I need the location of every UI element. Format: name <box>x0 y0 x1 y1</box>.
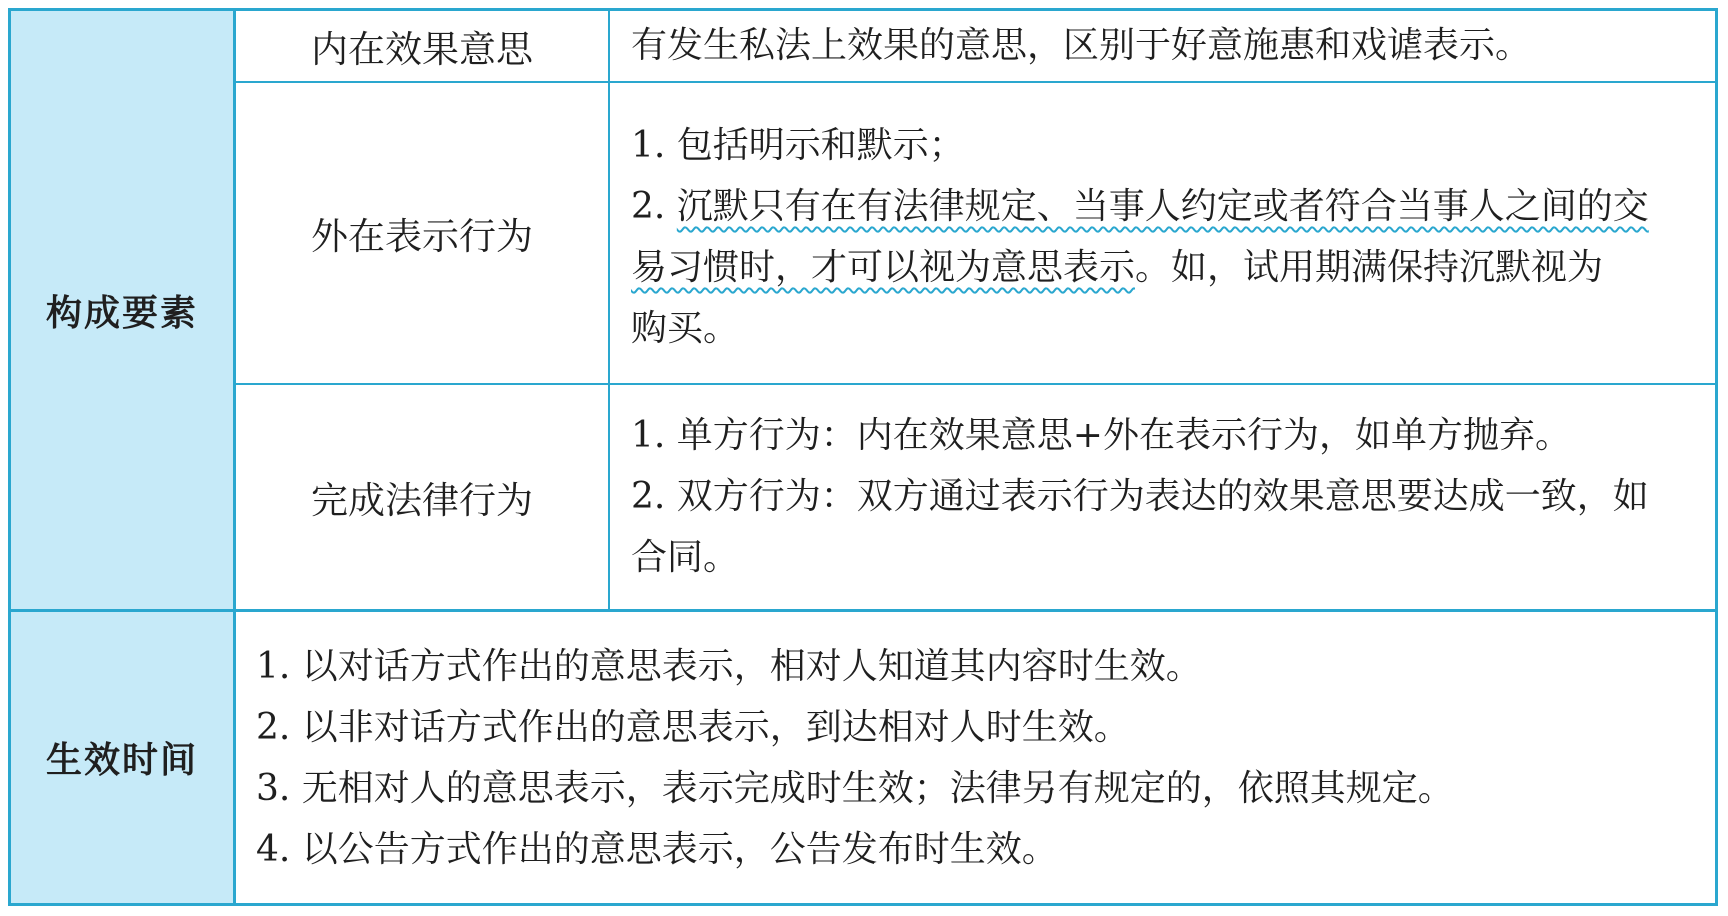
content-line: 1. 包括明示和默示； <box>631 125 965 166</box>
row-name-legal-act <box>236 385 608 609</box>
emphasized-text: 沉默只有在有法律规定、当事人约定或者符合当事人之间的交 <box>676 186 1649 227</box>
divider <box>608 11 610 609</box>
row-name-intent <box>236 11 608 81</box>
content-line: 合同。 <box>631 537 740 578</box>
row-name-legal-act-label: 完成法律行为 <box>311 479 533 522</box>
emphasized-text: 易习惯时，才可以视为意思表示 <box>631 247 1136 288</box>
content-line: 1. 单方行为：内在效果意思+外在表示行为，如单方抛弃。 <box>631 415 1571 456</box>
effective-time-content <box>256 636 1706 880</box>
content-line: 2. 双方行为：双方通过表示行为表达的效果意思要达成一致，如 <box>631 476 1649 517</box>
section-header-composition-label: 构成要素 <box>45 292 198 334</box>
content-line <box>631 237 1711 298</box>
row-name-expression-label: 外在表示行为 <box>311 215 533 258</box>
content-text: 2. <box>631 186 677 227</box>
row-name-expression <box>236 83 608 383</box>
row-content-expression <box>631 115 1711 359</box>
content-line: 4. 以公告方式作出的意思表示，公告发布时生效。 <box>256 829 1058 870</box>
content-line: 购买。 <box>631 308 740 349</box>
row-name-intent-label: 内在效果意思 <box>311 28 533 71</box>
info-table <box>8 8 1718 906</box>
content-line: 1. 以对话方式作出的意思表示，相对人知道其内容时生效。 <box>256 646 1202 687</box>
content-line: 有发生私法上效果的意思，区别于好意施惠和戏谑表示。 <box>631 25 1532 66</box>
divider <box>11 609 1715 612</box>
content-line: 2. 以非对话方式作出的意思表示，到达相对人时生效。 <box>256 707 1130 748</box>
content-line <box>631 176 1711 237</box>
section-header-effective-time-label: 生效时间 <box>45 740 198 781</box>
section-header-composition <box>11 11 233 609</box>
row-content-legal-act <box>631 405 1711 588</box>
content-text: 。如，试用期满保持沉默视为 <box>1135 247 1604 288</box>
row-content-intent <box>631 15 1709 76</box>
content-line: 3. 无相对人的意思表示，表示完成时生效；法律另有规定的，依照其规定。 <box>256 768 1454 809</box>
section-header-effective-time <box>11 612 233 903</box>
